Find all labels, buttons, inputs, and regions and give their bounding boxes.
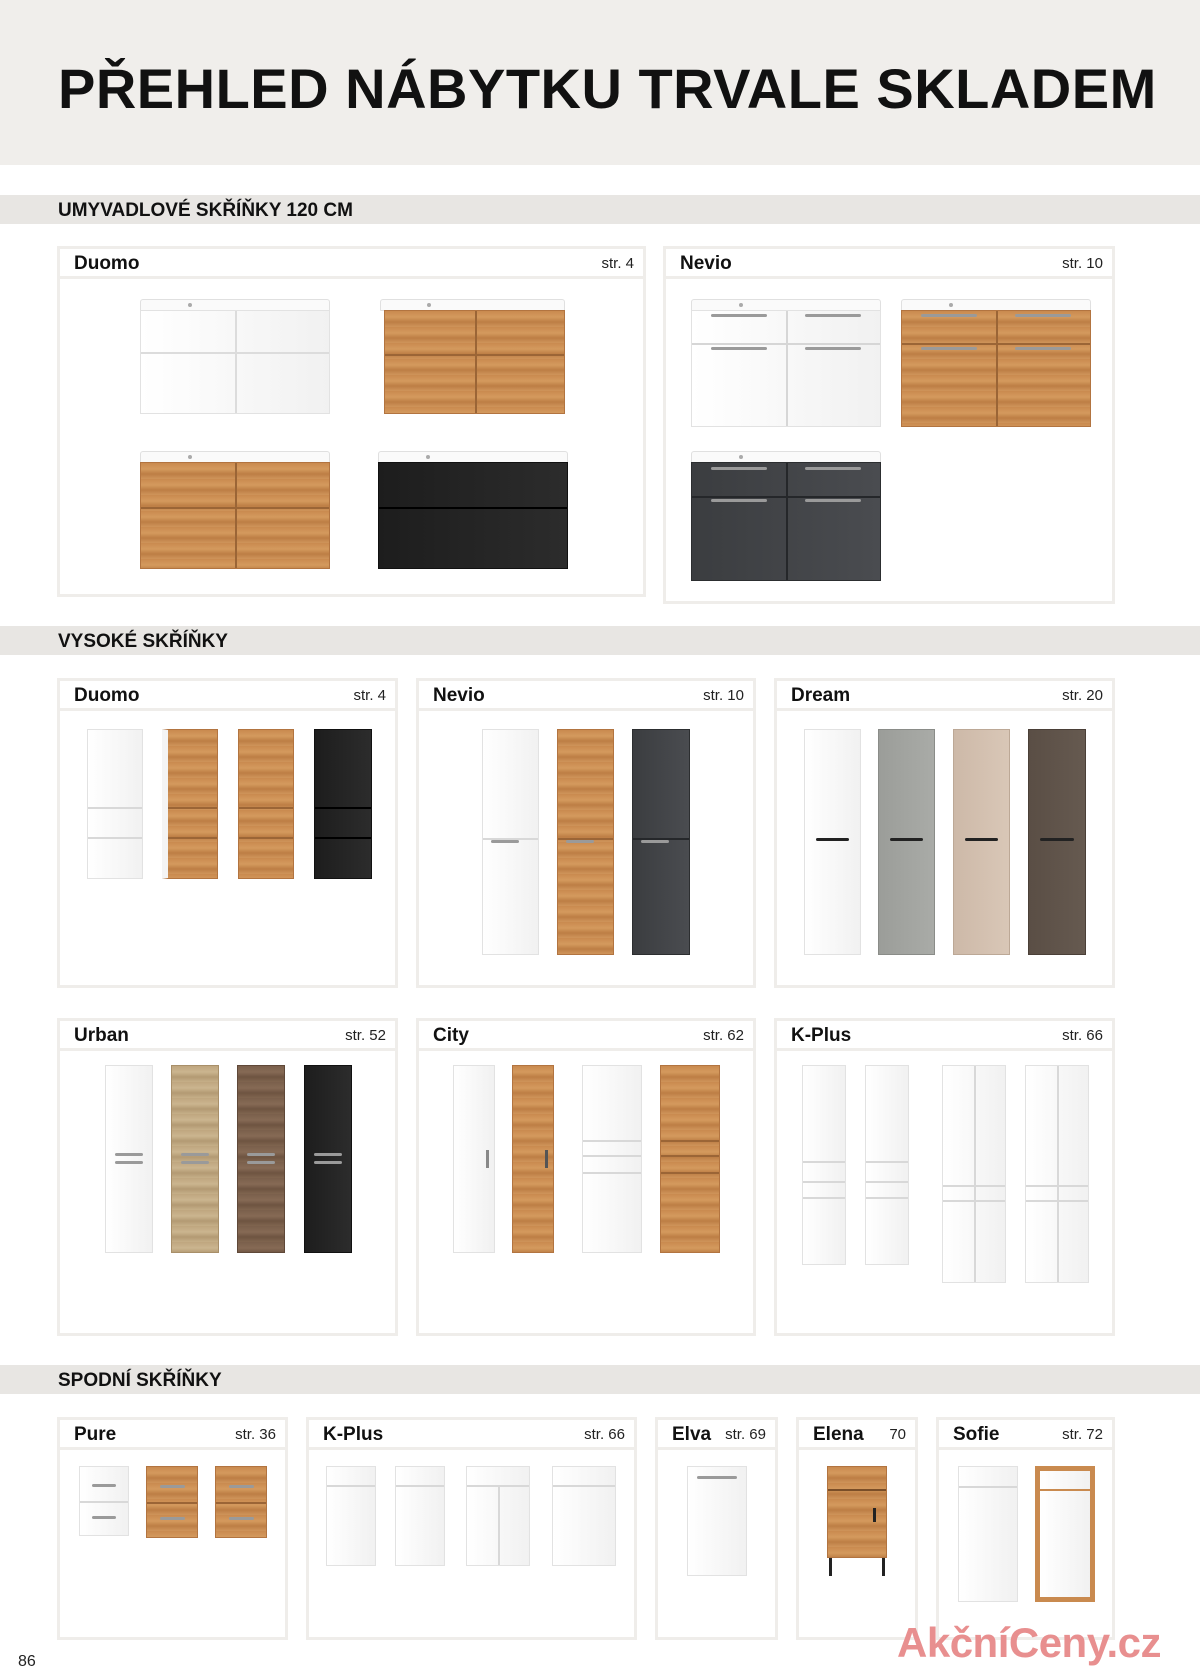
- page-reference: 70: [889, 1426, 906, 1443]
- product-name: Dream: [791, 685, 851, 706]
- product-image-white[interactable]: [466, 1466, 530, 1566]
- product-name: Sofie: [953, 1424, 1000, 1445]
- product-image-anthracite[interactable]: [691, 451, 881, 581]
- section-heading-text: VYSOKÉ SKŘÍŇKY: [58, 631, 228, 652]
- product-image-white[interactable]: [1025, 1065, 1089, 1283]
- watermark-logo: AkčníCeny.cz: [897, 1619, 1161, 1666]
- product-name: Elva: [672, 1424, 712, 1445]
- product-name: K-Plus: [791, 1025, 852, 1046]
- product-name: Pure: [74, 1424, 117, 1445]
- cabinet-body: [691, 462, 881, 581]
- panel-base-elena[interactable]: [796, 1417, 918, 1640]
- product-image-oak[interactable]: [238, 729, 294, 879]
- product-image-oak[interactable]: [660, 1065, 720, 1253]
- panel-base-pure[interactable]: [57, 1417, 288, 1640]
- section-heading-vanity: [0, 195, 1200, 224]
- panel-tall-city[interactable]: [416, 1018, 756, 1336]
- panel-base-sofie[interactable]: [936, 1417, 1115, 1640]
- product-name: City: [433, 1025, 469, 1046]
- product-image-white[interactable]: [942, 1065, 1006, 1283]
- panel-tall-urban[interactable]: [57, 1018, 398, 1336]
- product-image-white[interactable]: [687, 1466, 747, 1576]
- panel-base-elva[interactable]: [655, 1417, 778, 1640]
- panel-tall-k-plus[interactable]: [774, 1018, 1115, 1336]
- section-heading-base: [0, 1365, 1200, 1394]
- cabinet-body: [901, 310, 1091, 427]
- page-reference: str. 62: [703, 1027, 744, 1044]
- product-name: Nevio: [680, 253, 732, 274]
- product-image-white[interactable]: [804, 729, 861, 955]
- cabinet-body: [384, 310, 565, 414]
- section-heading-tall: [0, 626, 1200, 655]
- panel-header: [309, 1420, 634, 1450]
- page-reference: str. 72: [1062, 1426, 1103, 1443]
- panel-header: [777, 681, 1112, 711]
- cabinet-body: [140, 462, 330, 569]
- panel-tall-dream[interactable]: [774, 678, 1115, 988]
- product-image-white[interactable]: [453, 1065, 495, 1253]
- page-reference: str. 69: [725, 1426, 766, 1443]
- product-image-oak[interactable]: [146, 1466, 198, 1538]
- panel-vanity-duomo[interactable]: [57, 246, 646, 597]
- product-name: Nevio: [433, 685, 485, 706]
- product-name: Duomo: [74, 253, 140, 274]
- product-image-white[interactable]: [105, 1065, 153, 1253]
- page-title: PŘEHLED NÁBYTKU TRVALE SKLADEM: [58, 57, 1157, 120]
- panel-tall-nevio[interactable]: [416, 678, 756, 988]
- product-image-white[interactable]: [482, 729, 539, 955]
- panel-header: [419, 681, 753, 711]
- panel-tall-duomo[interactable]: [57, 678, 398, 988]
- product-image-oak[interactable]: [380, 299, 565, 414]
- product-image-black[interactable]: [378, 451, 568, 569]
- product-image-white[interactable]: [958, 1466, 1018, 1602]
- product-image-beige[interactable]: [953, 729, 1010, 955]
- page-reference: str. 20: [1062, 687, 1103, 704]
- product-image-oak[interactable]: [512, 1065, 554, 1253]
- product-image-light-oak[interactable]: [171, 1065, 219, 1253]
- page-reference: str. 66: [1062, 1027, 1103, 1044]
- cabinet-body: [378, 462, 568, 569]
- panel-header: [60, 1021, 395, 1051]
- page-number: 86: [18, 1653, 36, 1670]
- section-heading-text: SPODNÍ SKŘÍŇKY: [58, 1370, 222, 1391]
- product-image-walnut[interactable]: [237, 1065, 285, 1253]
- product-image-oak[interactable]: [827, 1466, 887, 1558]
- product-image-white[interactable]: [326, 1466, 376, 1566]
- product-image-white[interactable]: [865, 1065, 909, 1265]
- product-image-white[interactable]: [582, 1065, 642, 1253]
- metal-frame: [829, 1558, 885, 1576]
- product-name: Urban: [74, 1025, 129, 1046]
- product-image-white[interactable]: [87, 729, 143, 879]
- product-image-black[interactable]: [314, 729, 372, 879]
- product-image-oak[interactable]: [140, 451, 330, 569]
- page-reference: str. 36: [235, 1426, 276, 1443]
- product-image-white-oak[interactable]: [162, 729, 218, 879]
- panel-header: [60, 249, 643, 279]
- panel-header: [60, 1420, 285, 1450]
- page-reference: str. 10: [703, 687, 744, 704]
- product-image-mocha[interactable]: [1028, 729, 1086, 955]
- product-image-oak[interactable]: [901, 299, 1091, 427]
- panel-base-k-plus[interactable]: [306, 1417, 637, 1640]
- page-reference: str. 10: [1062, 255, 1103, 272]
- product-name: K-Plus: [323, 1424, 384, 1445]
- product-image-oak[interactable]: [557, 729, 614, 955]
- cabinet-body: [140, 310, 330, 414]
- product-image-white[interactable]: [395, 1466, 445, 1566]
- product-image-white[interactable]: [552, 1466, 616, 1566]
- title-band: [0, 0, 1200, 165]
- panel-header: [419, 1021, 753, 1051]
- panel-header: [666, 249, 1112, 279]
- product-image-oak[interactable]: [215, 1466, 267, 1538]
- page-reference: str. 4: [353, 687, 386, 704]
- panel-header: [658, 1420, 775, 1450]
- product-image-grey[interactable]: [878, 729, 935, 955]
- section-heading-text: UMYVADLOVÉ SKŘÍŇKY 120 CM: [58, 200, 353, 221]
- product-name: Duomo: [74, 685, 140, 706]
- page-reference: str. 52: [345, 1027, 386, 1044]
- product-image-white[interactable]: [79, 1466, 129, 1536]
- panel-header: [777, 1021, 1112, 1051]
- panel-header: [939, 1420, 1112, 1450]
- product-image-white[interactable]: [140, 299, 330, 414]
- panel-header: [799, 1420, 915, 1450]
- product-image-white-oak[interactable]: [1035, 1466, 1095, 1602]
- product-image-anthracite[interactable]: [632, 729, 690, 955]
- cabinet-body: [691, 310, 881, 427]
- panel-vanity-nevio[interactable]: [663, 246, 1115, 604]
- page-reference: str. 4: [601, 255, 634, 272]
- product-name: Elena: [813, 1424, 864, 1445]
- page-reference: str. 66: [584, 1426, 625, 1443]
- product-image-white[interactable]: [691, 299, 881, 427]
- product-image-white[interactable]: [802, 1065, 846, 1265]
- panel-header: [60, 681, 395, 711]
- product-image-black[interactable]: [304, 1065, 352, 1253]
